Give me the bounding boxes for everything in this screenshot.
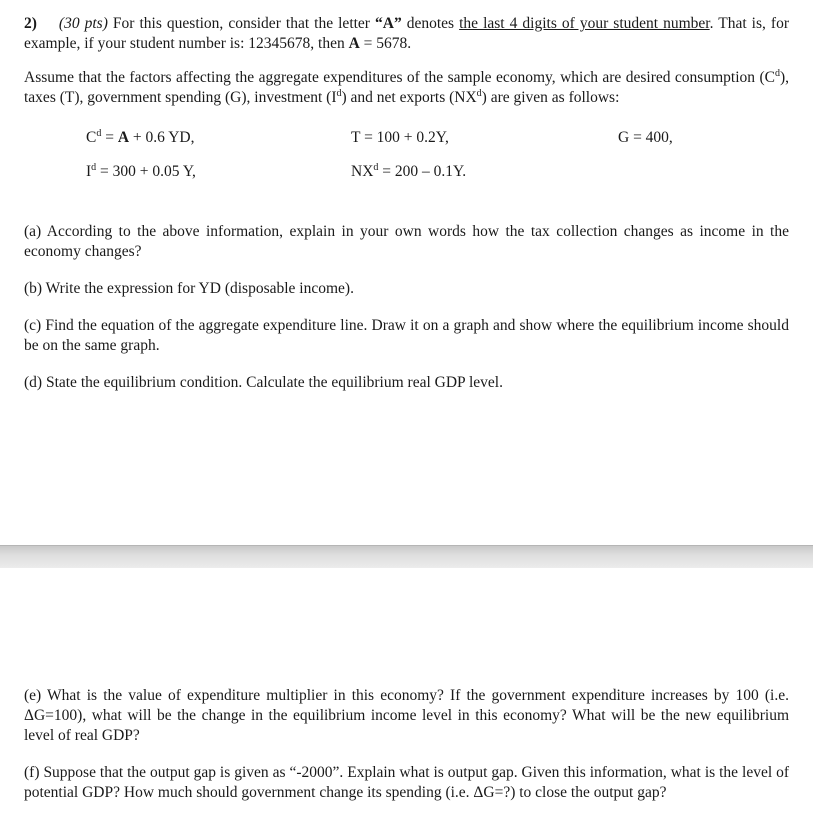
intro-text-2: denotes [401,15,460,32]
underlined-text: the last 4 digits of your student number [459,15,710,32]
cd-equals: = [101,129,118,146]
assumption-text-4: ) are given as follows: [481,89,620,106]
cd-label: C [86,129,97,146]
page-lower [24,686,789,803]
part-a: (a) According to the above information, explain in your own words how the tax collection changes as income in the economy changes? [24,223,789,260]
page-divider [0,545,813,568]
part-d: (d) State the equilibrium condition. Calculate the equilibrium real GDP level. [24,374,503,391]
cd-a: A [117,129,130,146]
cd-rest: + 0.6 YD, [129,129,195,146]
id-label: I [86,163,92,180]
assumption-text-3: ) and net exports (NX [341,89,477,106]
intro-text-3: . That is, for example, if your student number is: 12345678, then [24,15,789,52]
net-exports-equation [351,162,466,182]
intro-text-1: For this question, consider that the letter [112,15,375,32]
part-b: (b) Write the expression for YD (disposable income). [24,280,354,297]
assumption-sup-2: d [336,87,342,99]
question-points: (30 pts) [58,15,108,32]
assumption-sup-3: d [476,87,482,99]
id-sup: d [91,161,97,173]
nx-label: NX [351,163,374,180]
part-f: (f) Suppose that the output gap is given as “-2000”. Explain what is output gap. Given this information, what is the level of potential GDP? How much should government change its spending (i.e. ΔG=?) to close the output gap? [24,764,789,801]
question-header [24,14,789,54]
nx-rest: = 200 – 0.1Y. [378,163,467,180]
letter-a-quoted: “A” [375,15,402,32]
id-rest: = 300 + 0.05 Y, [96,163,196,180]
part-e: (e) What is the value of expenditure multiplier in this economy? If the government expenditure increases by 100 (i.e. ΔG=100), what will be the change in the equilibrium income level in this economy? What will be the new equilibrium level of real GDP? [24,687,789,744]
tax-equation: T = 100 + 0.2Y, [351,129,449,146]
equations-block [86,128,789,188]
assumption-text-1: Assume that the factors affecting the aggregate expenditures of the sample economy, which are desired consumption (C [24,69,775,86]
nx-sup: d [373,161,379,173]
example-letter-a: A [348,35,360,52]
cd-sup: d [96,127,102,139]
government-equation: G = 400, [618,129,673,146]
consumption-equation [86,128,194,148]
question-number: 2) [24,15,37,32]
assumption-paragraph [24,68,789,108]
example-value: = 5678. [359,35,412,52]
page-upper [24,14,789,393]
investment-equation [86,162,196,182]
assumption-text-2: ), taxes (T), government spending (G), investment (I [24,69,789,106]
part-c: (c) Find the equation of the aggregate expenditure line. Draw it on a graph and show where the equilibrium income should be on the same graph. [24,317,789,354]
assumption-sup-1: d [774,67,780,79]
